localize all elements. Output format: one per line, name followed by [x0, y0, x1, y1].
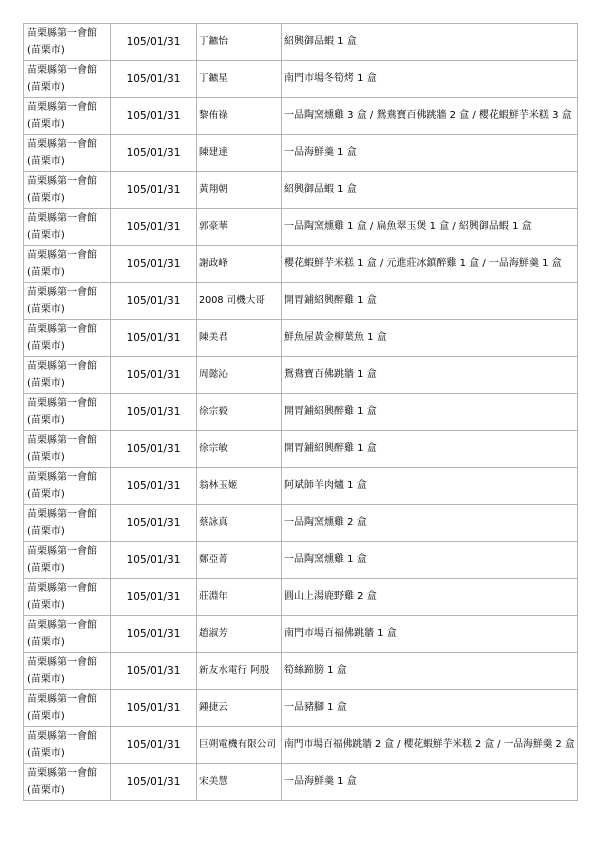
order-table: [23, 23, 578, 801]
date-cell: 105/01/31: [111, 135, 197, 172]
venue-cell: [24, 764, 111, 801]
items-text: 一品海鮮羹 1 盒: [284, 147, 357, 158]
venue-name: 苗栗縣第一會館: [27, 139, 97, 150]
venue-city: (苗栗市): [27, 637, 65, 648]
venue-city: (苗栗市): [27, 711, 65, 722]
venue-cell: [24, 98, 111, 135]
venue-city: (苗栗市): [27, 415, 65, 426]
donor-name-cell: 徐宗毅: [197, 394, 282, 431]
venue-name: 苗栗縣第一會館: [27, 102, 97, 113]
date-cell: 105/01/31: [111, 61, 197, 98]
table-row: [24, 98, 578, 135]
items-cell: [282, 172, 578, 209]
items-cell: [282, 320, 578, 357]
date-cell: 105/01/31: [111, 505, 197, 542]
venue-name: 苗栗縣第一會館: [27, 287, 97, 298]
items-cell: [282, 24, 578, 61]
table-row: [24, 283, 578, 320]
items-cell: [282, 431, 578, 468]
table-row: [24, 431, 578, 468]
date-cell: 105/01/31: [111, 357, 197, 394]
items-cell: [282, 542, 578, 579]
items-text: 一品陶窯燻雞 1 盒: [284, 554, 367, 565]
date-cell: 105/01/31: [111, 764, 197, 801]
venue-city: (苗栗市): [27, 489, 65, 500]
venue-name: 苗栗縣第一會館: [27, 583, 97, 594]
donor-name-cell: 黃翔朝: [197, 172, 282, 209]
items-cell: [282, 690, 578, 727]
venue-city: (苗栗市): [27, 156, 65, 167]
date-cell: 105/01/31: [111, 690, 197, 727]
venue-city: (苗栗市): [27, 378, 65, 389]
table-row: [24, 246, 578, 283]
items-text: 南門市場百福佛跳牆 1 盒: [284, 628, 397, 639]
items-cell: [282, 135, 578, 172]
table-row: [24, 653, 578, 690]
table-row: [24, 764, 578, 801]
items-text: 一品海鮮羹 1 盒: [284, 776, 357, 787]
items-cell: [282, 505, 578, 542]
venue-name: 苗栗縣第一會館: [27, 694, 97, 705]
donor-name-cell: 趙淑芳: [197, 616, 282, 653]
venue-cell: [24, 431, 111, 468]
venue-city: (苗栗市): [27, 230, 65, 241]
items-cell: [282, 209, 578, 246]
venue-city: (苗栗市): [27, 600, 65, 611]
donor-name-cell: 鍾捷云: [197, 690, 282, 727]
table-row: [24, 24, 578, 61]
items-cell: [282, 468, 578, 505]
table-row: [24, 172, 578, 209]
donor-name-cell: 鄭亞菁: [197, 542, 282, 579]
venue-name: 苗栗縣第一會館: [27, 472, 97, 483]
venue-cell: [24, 320, 111, 357]
table-row: [24, 727, 578, 764]
venue-name: 苗栗縣第一會館: [27, 768, 97, 779]
venue-name: 苗栗縣第一會館: [27, 324, 97, 335]
venue-cell: [24, 61, 111, 98]
venue-city: (苗栗市): [27, 674, 65, 685]
donor-name-cell: 郭豪華: [197, 209, 282, 246]
date-cell: 105/01/31: [111, 727, 197, 764]
donor-name-cell: 黎侑祿: [197, 98, 282, 135]
venue-name: 苗栗縣第一會館: [27, 28, 97, 39]
venue-cell: [24, 172, 111, 209]
items-cell: [282, 727, 578, 764]
donor-name-cell: 謝政峰: [197, 246, 282, 283]
date-cell: 105/01/31: [111, 468, 197, 505]
table-row: [24, 320, 578, 357]
items-cell: [282, 764, 578, 801]
venue-cell: [24, 727, 111, 764]
venue-name: 苗栗縣第一會館: [27, 213, 97, 224]
venue-city: (苗栗市): [27, 267, 65, 278]
date-cell: 105/01/31: [111, 209, 197, 246]
items-text: 阿斌師羊肉爐 1 盒: [284, 480, 367, 491]
venue-cell: [24, 209, 111, 246]
venue-name: 苗栗縣第一會館: [27, 509, 97, 520]
table-row: [24, 542, 578, 579]
date-cell: 105/01/31: [111, 283, 197, 320]
date-cell: 105/01/31: [111, 653, 197, 690]
items-cell: [282, 246, 578, 283]
donor-name-cell: 宋美慧: [197, 764, 282, 801]
order-table-body: [24, 24, 578, 801]
table-row: [24, 579, 578, 616]
date-cell: 105/01/31: [111, 542, 197, 579]
items-cell: [282, 616, 578, 653]
venue-name: 苗栗縣第一會館: [27, 361, 97, 372]
venue-cell: [24, 135, 111, 172]
items-text: 紹興御品蝦 1 盒: [284, 36, 357, 47]
venue-cell: [24, 24, 111, 61]
venue-city: (苗栗市): [27, 82, 65, 93]
table-row: [24, 209, 578, 246]
venue-city: (苗栗市): [27, 193, 65, 204]
venue-name: 苗栗縣第一會館: [27, 250, 97, 261]
items-cell: [282, 653, 578, 690]
date-cell: 105/01/31: [111, 431, 197, 468]
table-row: [24, 468, 578, 505]
venue-cell: [24, 283, 111, 320]
venue-name: 苗栗縣第一會館: [27, 546, 97, 557]
venue-cell: [24, 357, 111, 394]
donor-name-cell: 巨朔電機有限公司: [197, 727, 282, 764]
items-text: 紹興御品蝦 1 盒: [284, 184, 357, 195]
items-text: 南門市場冬筍烤 1 盒: [284, 73, 377, 84]
donor-name-cell: 蔡詠真: [197, 505, 282, 542]
venue-cell: [24, 394, 111, 431]
items-text: 開胃鋪紹興醉雞 1 盒: [284, 295, 377, 306]
date-cell: 105/01/31: [111, 579, 197, 616]
order-list-page: [23, 23, 577, 801]
venue-city: (苗栗市): [27, 304, 65, 315]
donor-name-cell: 陳建達: [197, 135, 282, 172]
venue-city: (苗栗市): [27, 785, 65, 796]
table-row: [24, 394, 578, 431]
table-row: [24, 61, 578, 98]
donor-name-cell: 莊淵年: [197, 579, 282, 616]
table-row: [24, 505, 578, 542]
venue-cell: [24, 653, 111, 690]
venue-city: (苗栗市): [27, 748, 65, 759]
items-cell: [282, 394, 578, 431]
items-text: 一品豬腳 1 盒: [284, 702, 347, 713]
donor-name-cell: 徐宗敏: [197, 431, 282, 468]
venue-name: 苗栗縣第一會館: [27, 176, 97, 187]
items-cell: [282, 61, 578, 98]
date-cell: 105/01/31: [111, 24, 197, 61]
items-text: 一品陶窯燻雞 2 盒: [284, 517, 367, 528]
items-text: 鴛鴦寶百佛跳牆 1 盒: [284, 369, 377, 380]
items-text: 開胃鋪紹興醉雞 1 盒: [284, 406, 377, 417]
venue-name: 苗栗縣第一會館: [27, 65, 97, 76]
items-cell: [282, 98, 578, 135]
items-text: 筍絲蹄膀 1 盒: [284, 665, 347, 676]
venue-name: 苗栗縣第一會館: [27, 620, 97, 631]
venue-name: 苗栗縣第一會館: [27, 731, 97, 742]
items-cell: [282, 357, 578, 394]
donor-name-cell: 2008 司機大哥: [197, 283, 282, 320]
table-row: [24, 135, 578, 172]
date-cell: 105/01/31: [111, 98, 197, 135]
items-text: 櫻花蝦鮮芋米糕 1 盒 / 元進莊冰鎮醉雞 1 盒 / 一品海鮮羹 1 盒: [284, 258, 562, 269]
venue-cell: [24, 505, 111, 542]
donor-name-cell: 陳美君: [197, 320, 282, 357]
items-cell: [282, 283, 578, 320]
items-text: 鮮魚屋黃金柳葉魚 1 盒: [284, 332, 387, 343]
venue-cell: [24, 579, 111, 616]
date-cell: 105/01/31: [111, 172, 197, 209]
items-text: 南門市場百福佛跳牆 2 盒 / 櫻花蝦鮮芋米糕 2 盒 / 一品海鮮羹 2 盒: [284, 739, 575, 750]
table-row: [24, 616, 578, 653]
items-text: 一品陶窯燻雞 1 盒 / 扁魚翠玉煲 1 盒 / 紹興御品蝦 1 盒: [284, 221, 532, 232]
donor-name-cell: 周懿沁: [197, 357, 282, 394]
venue-name: 苗栗縣第一會館: [27, 398, 97, 409]
donor-name-cell: 翁林玉姬: [197, 468, 282, 505]
donor-name-cell: 新友水電行 阿殷: [197, 653, 282, 690]
venue-cell: [24, 246, 111, 283]
venue-cell: [24, 616, 111, 653]
venue-city: (苗栗市): [27, 452, 65, 463]
venue-city: (苗栗市): [27, 341, 65, 352]
venue-cell: [24, 690, 111, 727]
venue-cell: [24, 542, 111, 579]
venue-city: (苗栗市): [27, 526, 65, 537]
venue-name: 苗栗縣第一會館: [27, 657, 97, 668]
table-row: [24, 690, 578, 727]
items-text: 圓山上湯鹿野雞 2 盒: [284, 591, 377, 602]
date-cell: 105/01/31: [111, 320, 197, 357]
date-cell: 105/01/31: [111, 616, 197, 653]
venue-city: (苗栗市): [27, 563, 65, 574]
items-text: 一品陶窯燻雞 3 盒 / 鴛鴦寶百佛跳牆 2 盒 / 櫻花蝦鮮芋米糕 3 盒: [284, 110, 572, 121]
venue-name: 苗栗縣第一會館: [27, 435, 97, 446]
items-cell: [282, 579, 578, 616]
donor-name-cell: 丁鑣星: [197, 61, 282, 98]
date-cell: 105/01/31: [111, 394, 197, 431]
table-row: [24, 357, 578, 394]
venue-city: (苗栗市): [27, 45, 65, 56]
date-cell: 105/01/31: [111, 246, 197, 283]
venue-city: (苗栗市): [27, 119, 65, 130]
items-text: 開胃鋪紹興醉雞 1 盒: [284, 443, 377, 454]
venue-cell: [24, 468, 111, 505]
donor-name-cell: 丁鑣怡: [197, 24, 282, 61]
